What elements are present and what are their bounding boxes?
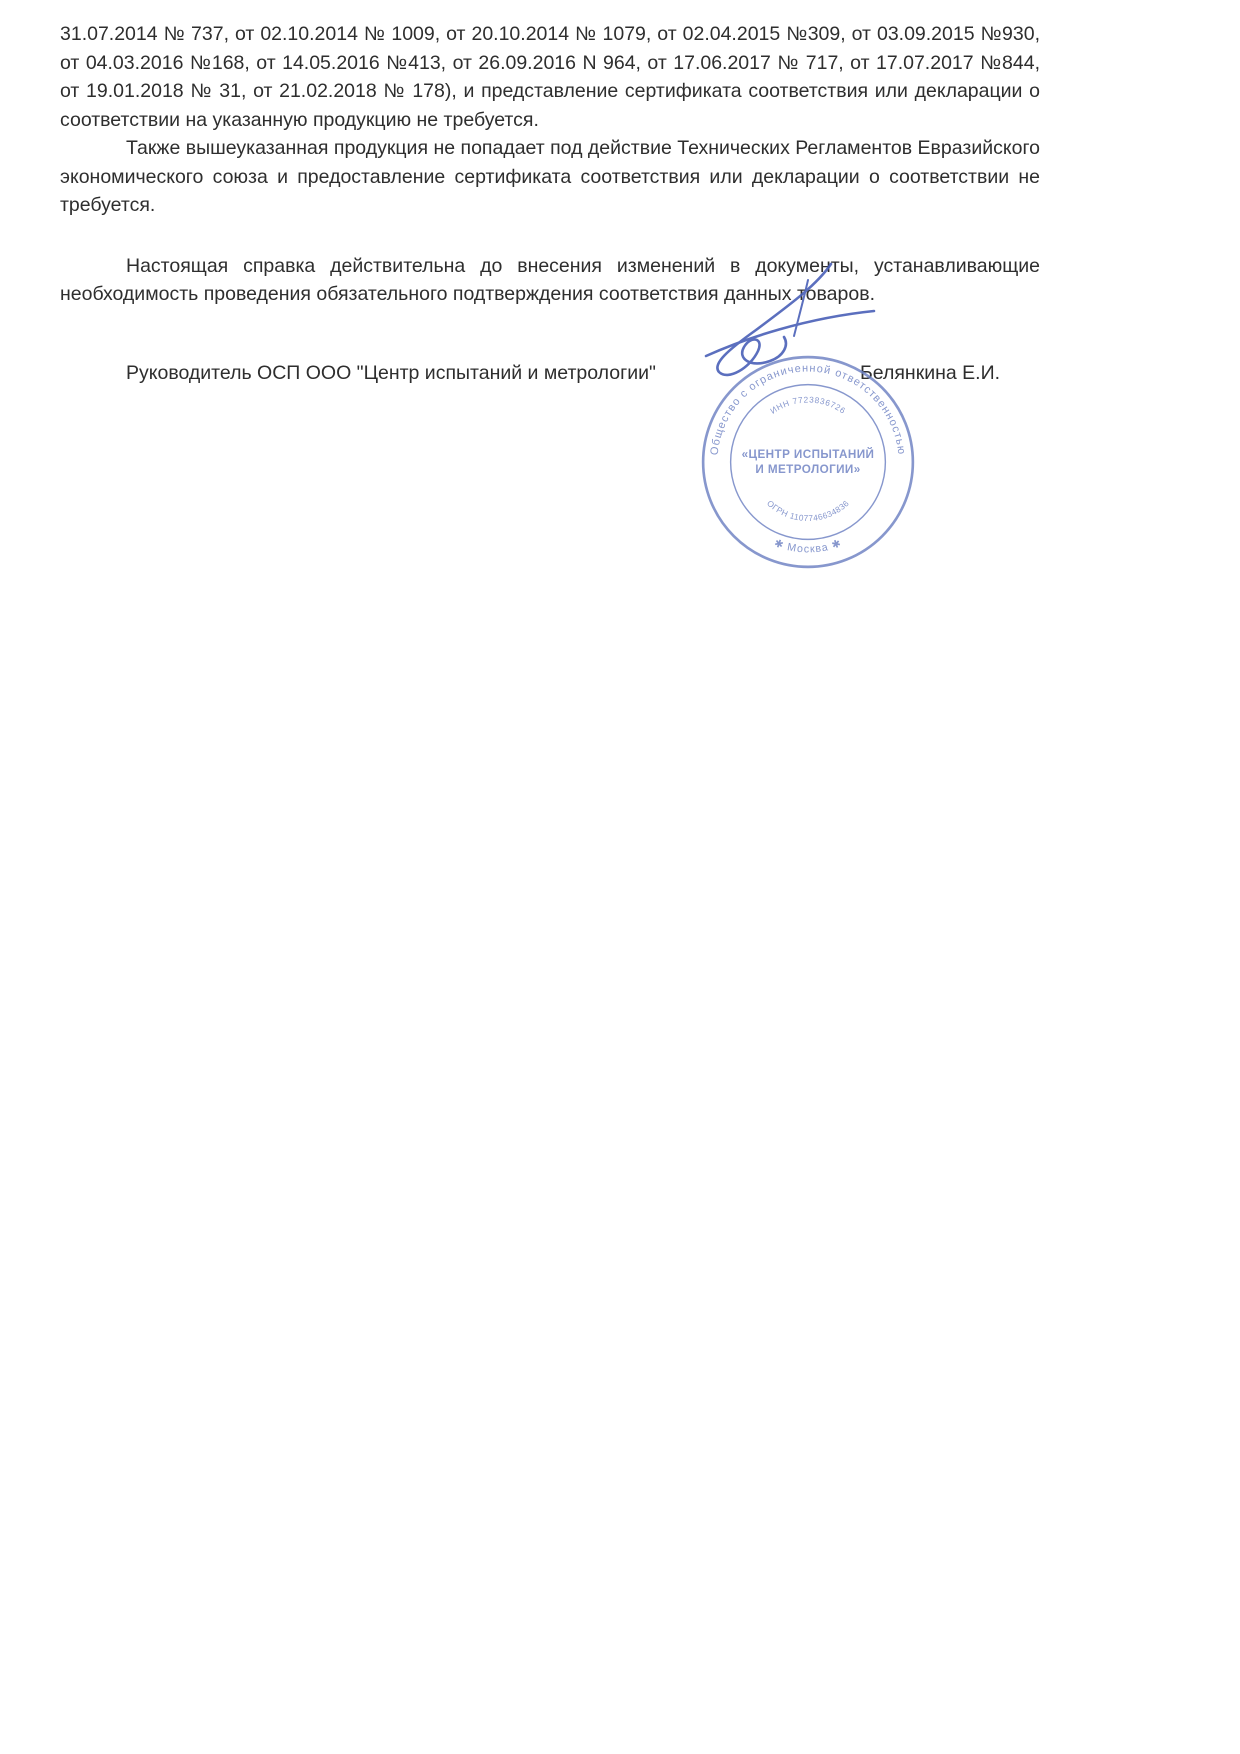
stamp-inn-text: ИНН 7723836726 bbox=[768, 394, 848, 416]
paragraph-eaeu-regulations: Также вышеуказанная продукция не попадает под действие Технических Регламентов Евразийского экономического союза и предоставление сертификата соответствия или декларации о соответствии не требуется. bbox=[60, 137, 1040, 216]
stamp-org-name-line1: «ЦЕНТР ИСПЫТАНИЙ bbox=[741, 447, 875, 461]
stamp-ogrn-text: ОГРН 1107746634836 bbox=[765, 497, 851, 524]
stamp-ring-text: Общество с ограниченной ответственностью bbox=[708, 362, 908, 456]
signature-row bbox=[60, 359, 1040, 393]
stamp-city-text: ✱ Москва ✱ bbox=[772, 537, 844, 556]
signatory-title: Руководитель ОСП ООО "Центр испытаний и метрологии" bbox=[126, 361, 656, 384]
signatory-name: Белянкина Е.И. bbox=[860, 361, 1001, 384]
stamp-org-name-line2: И МЕТРОЛОГИИ» bbox=[755, 463, 861, 477]
paragraph-regulation-list: 31.07.2014 № 737, от 02.10.2014 № 1009, от 20.10.2014 № 1079, от 02.04.2015 №309, от 03.09.2015 №930, от 04.03.2016 №168, от 14.05.2016 №413, от 26.09.2016 N 964, от 17.06.2017 № 717, от 17.07.2017 №844, от 19.01.2018 № 31, от 21.02.2018 № 178), и представление сертификата соответствия или декларации о соответствии на указанную продукцию не требуется. bbox=[60, 23, 1040, 131]
paragraph-validity-note: Настоящая справка действительна до внесения изменений в документы, устанавливающие необходимость проведения обязательного подтверждения соответствия данных товаров. bbox=[60, 254, 1040, 305]
stamp-middle-circle bbox=[731, 385, 886, 540]
document-body bbox=[60, 20, 1040, 393]
